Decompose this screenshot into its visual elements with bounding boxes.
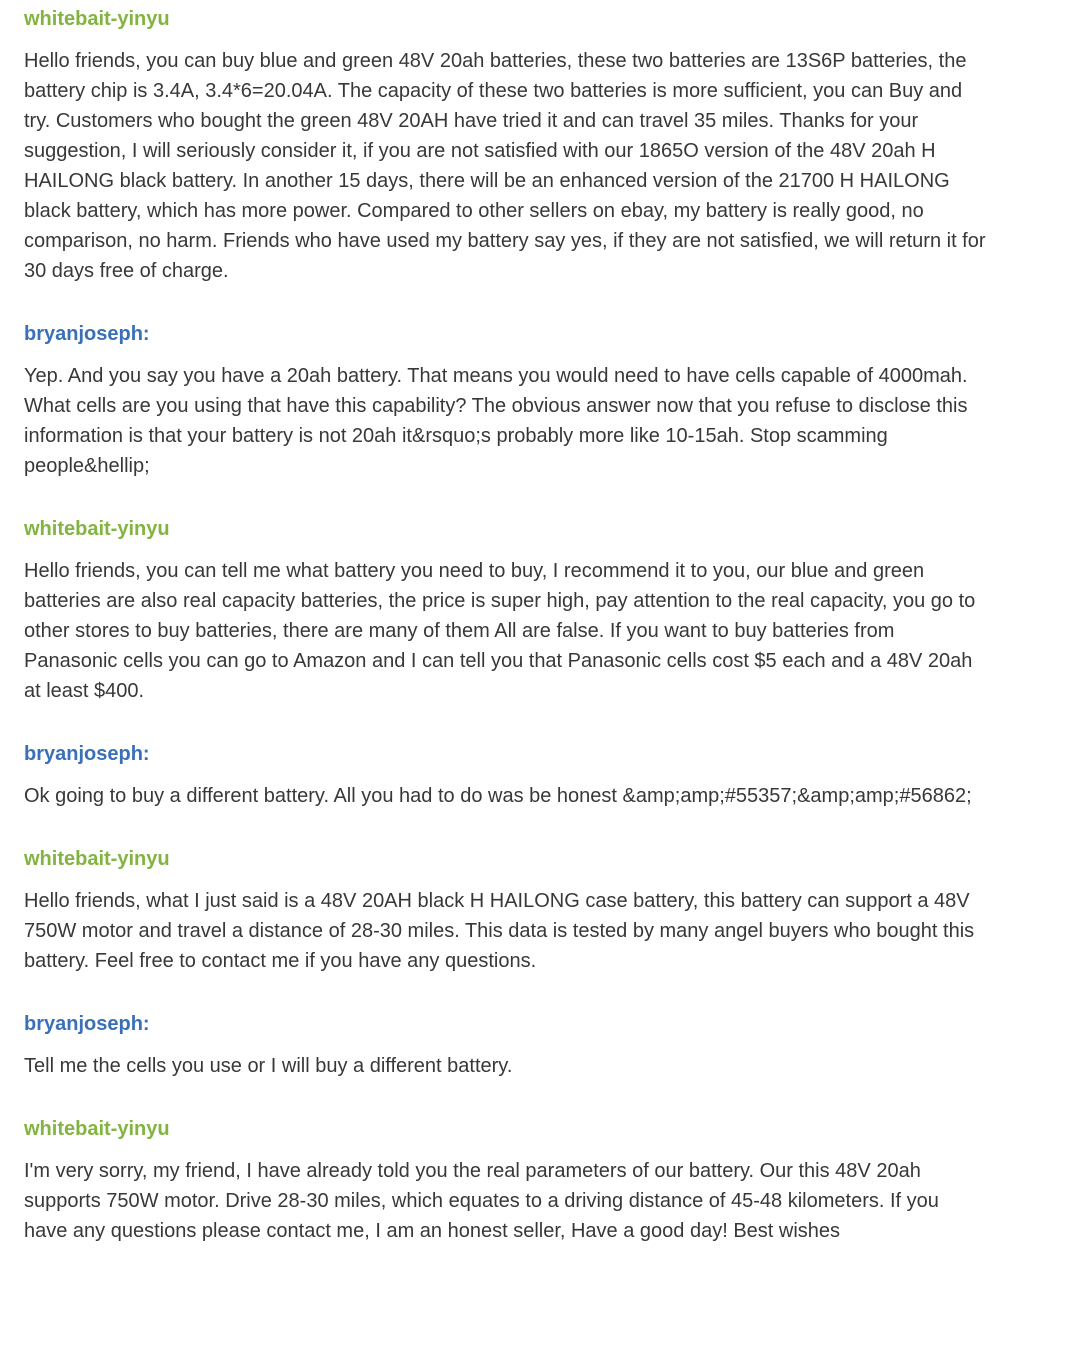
message-text: Tell me the cells you use or I will buy a different battery. [24,1055,513,1077]
message-text: I'm very sorry, my friend, I have already told you the real parameters of our battery. Our this 48V 20ah supports 750W motor. Drive 28-30 miles, which equates to a driving distance of 45-48 kilometers. If you have any questions please contact me, I am an honest seller, Have a good day! Best wishes [24,1160,939,1242]
message-text: Hello friends, you can buy blue and green 48V 20ah batteries, these two batteries are 13S6P batteries, the battery chip is 3.4A, 3.4*6=20.04A. The capacity of these two batteries is more sufficient, you can Buy and try. Customers who bought the green 48V 20AH have tried it and can travel 35 miles. Thanks for your suggestion, I will seriously consider it, if you are not satisfied with our 1865O version of the 48V 20ah H HAILONG black battery. In another 15 days, there will be an enhanced version of the 21700 H HAILONG black battery, which has more power. Compared to other sellers on ebay, my battery is really good, no comparison, no harm. Friends who have used my battery say yes, if they are not satisfied, we will return it for 30 days free of charge. [24,50,986,282]
message-text: Yep. And you say you have a 20ah battery. That means you would need to have cells capable of 4000mah. What cells are you using that have this capability? The obvious answer now that you refuse to disclose this information is that your battery is not 20ah it&rsquo;s probably more like 10-15ah. Stop scamming people&hellip; [24,365,968,477]
author-username: whitebait-yinyu [24,518,170,540]
message [24,741,986,811]
message [24,321,986,481]
message [24,1011,986,1081]
author-username: whitebait-yinyu [24,8,170,30]
author-username: bryanjoseph: [24,1013,150,1035]
message-text: Ok going to buy a different battery. All you had to do was be honest &amp;amp;#55357;&amp;amp;#56862; [24,785,972,807]
message-text: Hello friends, what I just said is a 48V 20AH black H HAILONG case battery, this battery can support a 48V 750W motor and travel a distance of 28-30 miles. This data is tested by many angel buyers who bought this battery. Feel free to contact me if you have any questions. [24,890,975,972]
author-username: whitebait-yinyu [24,1118,170,1140]
message [24,846,986,976]
author-username: bryanjoseph: [24,743,150,765]
message [24,516,986,706]
message [24,6,986,286]
message [24,1116,986,1246]
message-text: Hello friends, you can tell me what battery you need to buy, I recommend it to you, our blue and green batteries are also real capacity batteries, the price is super high, pay attention to the real capacity, you go to other stores to buy batteries, there are many of them All are false. If you want to buy batteries from Panasonic cells you can go to Amazon and I can tell you that Panasonic cells cost $5 each and a 48V 20ah at least $400. [24,560,976,702]
author-username: bryanjoseph: [24,323,150,345]
author-username: whitebait-yinyu [24,848,170,870]
